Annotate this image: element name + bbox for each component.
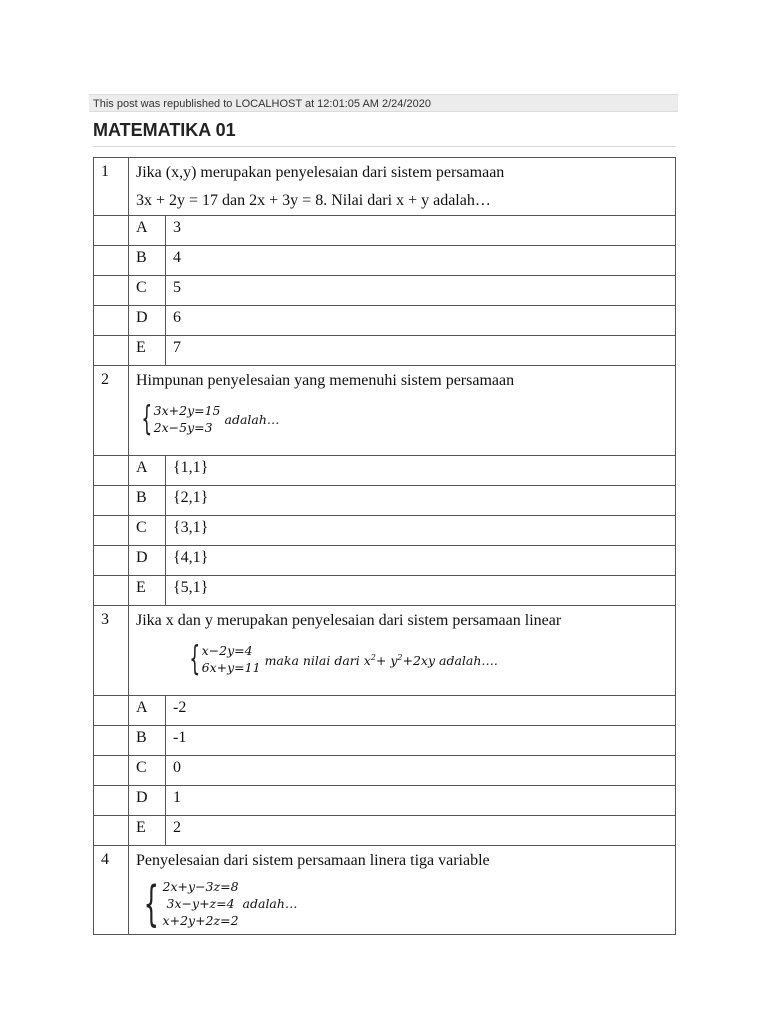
option-value: 7 xyxy=(166,336,676,366)
option-value: {2,1} xyxy=(166,486,676,516)
equation: x+2y+2z=2 xyxy=(162,913,239,928)
spacer-cell xyxy=(94,576,129,606)
option-row xyxy=(94,726,676,756)
option-label: A xyxy=(129,216,166,246)
option-value: 5 xyxy=(166,276,676,306)
option-value: 1 xyxy=(166,786,676,816)
question-text xyxy=(129,606,676,696)
option-row xyxy=(94,276,676,306)
option-label: A xyxy=(129,456,166,486)
option-value: {1,1} xyxy=(166,456,676,486)
option-row xyxy=(94,696,676,726)
option-label: D xyxy=(129,306,166,336)
left-brace: { xyxy=(189,639,201,679)
option-value: -1 xyxy=(166,726,676,756)
option-row xyxy=(94,546,676,576)
option-value: 6 xyxy=(166,306,676,336)
option-label: C xyxy=(129,756,166,786)
question-row xyxy=(94,158,676,216)
question-number: 2 xyxy=(94,366,129,456)
question-number: 3 xyxy=(94,606,129,696)
equation: 3x−y+z=4 xyxy=(166,896,235,911)
option-value: {3,1} xyxy=(166,516,676,546)
option-row xyxy=(94,486,676,516)
option-row xyxy=(94,756,676,786)
option-value: 2 xyxy=(166,816,676,846)
question-number: 1 xyxy=(94,158,129,216)
option-value: -2 xyxy=(166,696,676,726)
option-row xyxy=(94,516,676,546)
option-row xyxy=(94,336,676,366)
question-line: Himpunan penyelesaian yang memenuhi sistem persamaan xyxy=(136,372,515,389)
equation-system xyxy=(136,875,298,932)
question-row xyxy=(94,366,676,456)
option-row xyxy=(94,456,676,486)
equation: 2x−5y=3 xyxy=(153,420,213,435)
question-line: Penyelesaian dari sistem persamaan linera tiga variable xyxy=(136,852,490,869)
title-divider xyxy=(93,146,676,147)
option-label: B xyxy=(129,246,166,276)
option-row xyxy=(94,306,676,336)
spacer-cell xyxy=(94,456,129,486)
equation-system xyxy=(136,399,280,439)
spacer-cell xyxy=(94,726,129,756)
equation-system xyxy=(184,639,498,679)
option-label: B xyxy=(129,726,166,756)
option-value: {4,1} xyxy=(166,546,676,576)
republish-banner: This post was republished to LOCALHOST at 12:01:05 AM 2/24/2020 xyxy=(89,94,678,112)
question-row xyxy=(94,606,676,696)
equation: 3x+2y=15 xyxy=(153,403,221,418)
option-row xyxy=(94,246,676,276)
equation: 6x+y=11 xyxy=(201,660,261,675)
equation-tail: adalah… xyxy=(224,411,280,427)
question-row xyxy=(94,846,676,935)
question-text xyxy=(129,158,676,216)
option-label: E xyxy=(129,816,166,846)
question-line: 3x + 2y = 17 dan 2x + 3y = 8. Nilai dari x + y adalah… xyxy=(136,192,491,209)
option-row xyxy=(94,816,676,846)
equation: x−2y=4 xyxy=(201,643,253,658)
spacer-cell xyxy=(94,486,129,516)
spacer-cell xyxy=(94,246,129,276)
page-title: MATEMATIKA 01 xyxy=(93,120,236,140)
spacer-cell xyxy=(94,696,129,726)
option-label: C xyxy=(129,516,166,546)
option-row xyxy=(94,576,676,606)
equation-tail: maka nilai dari $x^2+ y^2+2xy$ adalah…. xyxy=(264,652,498,669)
equation-tail: adalah… xyxy=(242,896,298,911)
spacer-cell xyxy=(94,546,129,576)
option-label: C xyxy=(129,276,166,306)
question-line: Jika (x,y) merupakan penyelesaian dari sistem persamaan xyxy=(136,164,505,181)
option-value: 3 xyxy=(166,216,676,246)
question-table xyxy=(93,157,676,935)
spacer-cell xyxy=(94,336,129,366)
question-text xyxy=(129,846,676,935)
option-label: D xyxy=(129,546,166,576)
spacer-cell xyxy=(94,816,129,846)
option-value: 4 xyxy=(166,246,676,276)
spacer-cell xyxy=(94,756,129,786)
option-label: D xyxy=(129,786,166,816)
spacer-cell xyxy=(94,306,129,336)
spacer-cell xyxy=(94,276,129,306)
option-row xyxy=(94,786,676,816)
question-line: Jika x dan y merupakan penyelesaian dari sistem persamaan linear xyxy=(136,612,562,629)
left-brace: { xyxy=(143,875,159,932)
spacer-cell xyxy=(94,216,129,246)
spacer-cell xyxy=(94,786,129,816)
equation: 2x+y−3z=8 xyxy=(162,879,239,894)
left-brace: { xyxy=(141,399,153,439)
question-text xyxy=(129,366,676,456)
spacer-cell xyxy=(94,516,129,546)
option-row xyxy=(94,216,676,246)
option-label: E xyxy=(129,576,166,606)
option-label: B xyxy=(129,486,166,516)
option-label: A xyxy=(129,696,166,726)
option-label: E xyxy=(129,336,166,366)
option-value: {5,1} xyxy=(166,576,676,606)
option-value: 0 xyxy=(166,756,676,786)
question-number: 4 xyxy=(94,846,129,935)
